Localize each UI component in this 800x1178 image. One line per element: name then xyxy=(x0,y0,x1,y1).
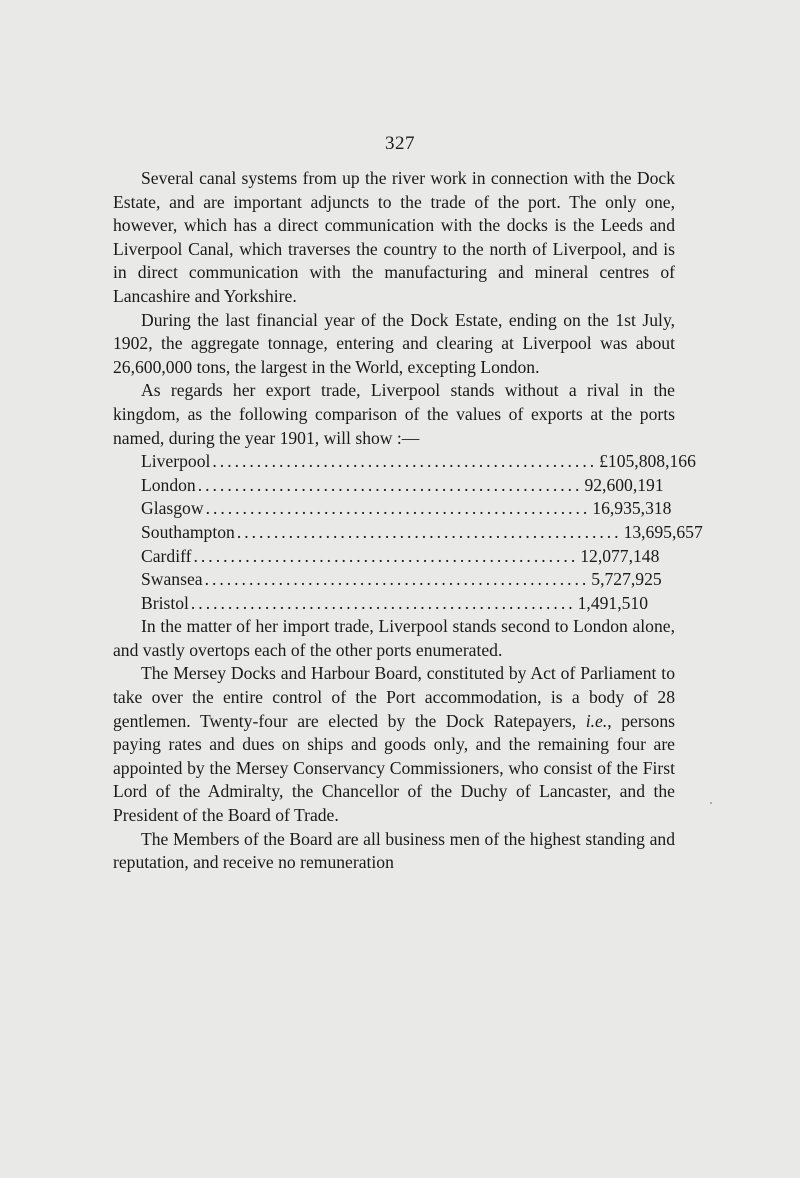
port-value: 92,600,191 xyxy=(584,474,664,495)
ie-abbreviation: i.e. xyxy=(585,710,608,731)
paragraph-tonnage: During the last financial year of the Dock Estate, ending on the 1st July, 1902, the aggregate tonnage, entering and clearing at Liverpool was about 26,600,000 tons, the largest in the World, excepting London. xyxy=(113,309,675,377)
board-text-end: , persons paying rates and dues on ships and goods only, and the remaining four are appointed by the Mersey Conservancy Commissioners, who consist of the First Lord of the Admiralty, the Chancellor of the Duchy of Lancaster, and the President of the Board of Trade. xyxy=(113,710,675,826)
table-row xyxy=(141,592,647,616)
paper-speck xyxy=(710,802,712,804)
port-name: Glasgow xyxy=(141,498,204,519)
table-row xyxy=(141,450,696,474)
paragraph-canals: Several canal systems from up the river work in connection with the Dock Estate, and are important adjuncts to the trade of the port. The only one, however, which has a direct communication with the docks is the Leeds and Liverpool Canal, which traverses the country to the north of Liverpool, and is in direct communication with the manufacturing and mineral centres of Lancashire and Yorkshire. xyxy=(113,168,675,306)
port-value: 13,695,657 xyxy=(623,521,703,542)
body-text xyxy=(113,167,703,875)
leader-dots: .................................................... xyxy=(212,451,598,472)
table-row xyxy=(141,521,703,545)
paragraph-export-intro: As regards her export trade, Liverpool stands without a rival in the kingdom, as the following comparison of the values of exports at the ports named, during the year 1901, will show :— xyxy=(113,380,675,448)
port-value: £105,808,166 xyxy=(599,451,696,472)
page-number: 327 xyxy=(385,133,415,154)
table-row xyxy=(141,568,662,592)
board-text-start: The Mersey Docks and Harbour Board, constituted by Act of Parliament to take over the entire control of the Port accommodation, is a body of 28 gentlemen. Twenty-four are elected by the Dock Ratepayers, xyxy=(113,663,675,731)
port-name: London xyxy=(141,474,196,495)
leader-dots: .................................................... xyxy=(205,498,591,519)
paragraph-board xyxy=(113,662,675,827)
leader-dots: .................................................... xyxy=(236,521,622,542)
table-row xyxy=(141,474,664,498)
leader-dots: .................................................... xyxy=(193,545,579,566)
table-row xyxy=(141,545,660,569)
port-name: Liverpool xyxy=(141,451,211,472)
paragraph-import: In the matter of her import trade, Liverpool stands second to London alone, and vastly overtops each of the other ports enumerated. xyxy=(113,616,675,660)
port-name: Southampton xyxy=(141,521,235,542)
table-row xyxy=(141,497,672,521)
exports-table xyxy=(141,450,703,615)
port-value: 16,935,318 xyxy=(592,498,672,519)
port-value: 12,077,148 xyxy=(580,545,660,566)
port-value: 5,727,925 xyxy=(591,569,662,590)
port-name: Cardiff xyxy=(141,545,192,566)
port-name: Bristol xyxy=(141,592,189,613)
paragraph-members: The Members of the Board are all business men of the highest standing and reputation, and receive no remuneration xyxy=(113,828,675,873)
port-value: 1,491,510 xyxy=(577,592,648,613)
leader-dots: .................................................... xyxy=(190,592,576,613)
leader-dots: .................................................... xyxy=(204,569,590,590)
leader-dots: .................................................... xyxy=(197,474,583,495)
port-name: Swansea xyxy=(141,569,203,590)
